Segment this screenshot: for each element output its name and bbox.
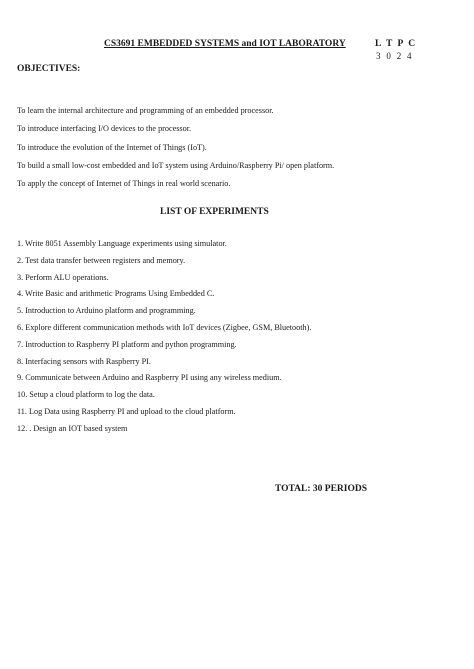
experiment-item: 2. Test data transfer between registers and memory.: [17, 255, 186, 265]
objectives-heading: OBJECTIVES:: [17, 64, 81, 74]
experiment-item: 8. Interfacing sensors with Raspberry PI.: [17, 356, 151, 366]
experiment-item: 7. Introduction to Raspberry PI platform and python programming.: [17, 339, 237, 349]
experiments-list: [17, 239, 311, 441]
ltpc-label: L T P C: [375, 39, 417, 49]
experiment-item: 3. Perform ALU operations.: [17, 272, 109, 282]
experiment-item: 5. Introduction to Arduino platform and programming.: [17, 306, 196, 316]
course-title: CS3691 EMBEDDED SYSTEMS and IOT LABORATORY: [104, 39, 346, 49]
experiment-item: 6. Explore different communication methods with IoT devices (Zigbee, GSM, Bluetooth).: [17, 322, 312, 332]
objectives-list: [17, 106, 334, 197]
objective-item: To apply the concept of Internet of Things in real world scenario.: [17, 179, 231, 189]
experiment-item: 12. . Design an IOT based system: [17, 423, 128, 433]
experiments-heading: LIST OF EXPERIMENTS: [160, 207, 269, 217]
experiment-item: 11. Log Data using Raspberry PI and upload to the cloud platform.: [17, 406, 236, 416]
objective-item: To introduce interfacing I/O devices to the processor.: [17, 124, 192, 134]
experiment-item: 9. Communicate between Arduino and Raspberry PI using any wireless medium.: [17, 373, 282, 383]
experiment-item: 1. Write 8051 Assembly Language experiments using simulator.: [17, 239, 227, 248]
objective-item: To introduce the evolution of the Internet of Things (IoT).: [17, 142, 207, 152]
experiment-item: 10. Setup a cloud platform to log the data.: [17, 390, 155, 400]
total-periods: TOTAL: 30 PERIODS: [275, 484, 368, 494]
experiment-item: 4. Write Basic and arithmetic Programs Using Embedded C.: [17, 289, 215, 299]
objective-item: To build a small low-cost embedded and IoT system using Arduino/Raspberry Pi/ open platform.: [17, 160, 335, 170]
objective-item: To learn the internal architecture and programming of an embedded processor.: [17, 106, 274, 115]
ltpc-values: 3 0 2 4: [376, 51, 414, 61]
